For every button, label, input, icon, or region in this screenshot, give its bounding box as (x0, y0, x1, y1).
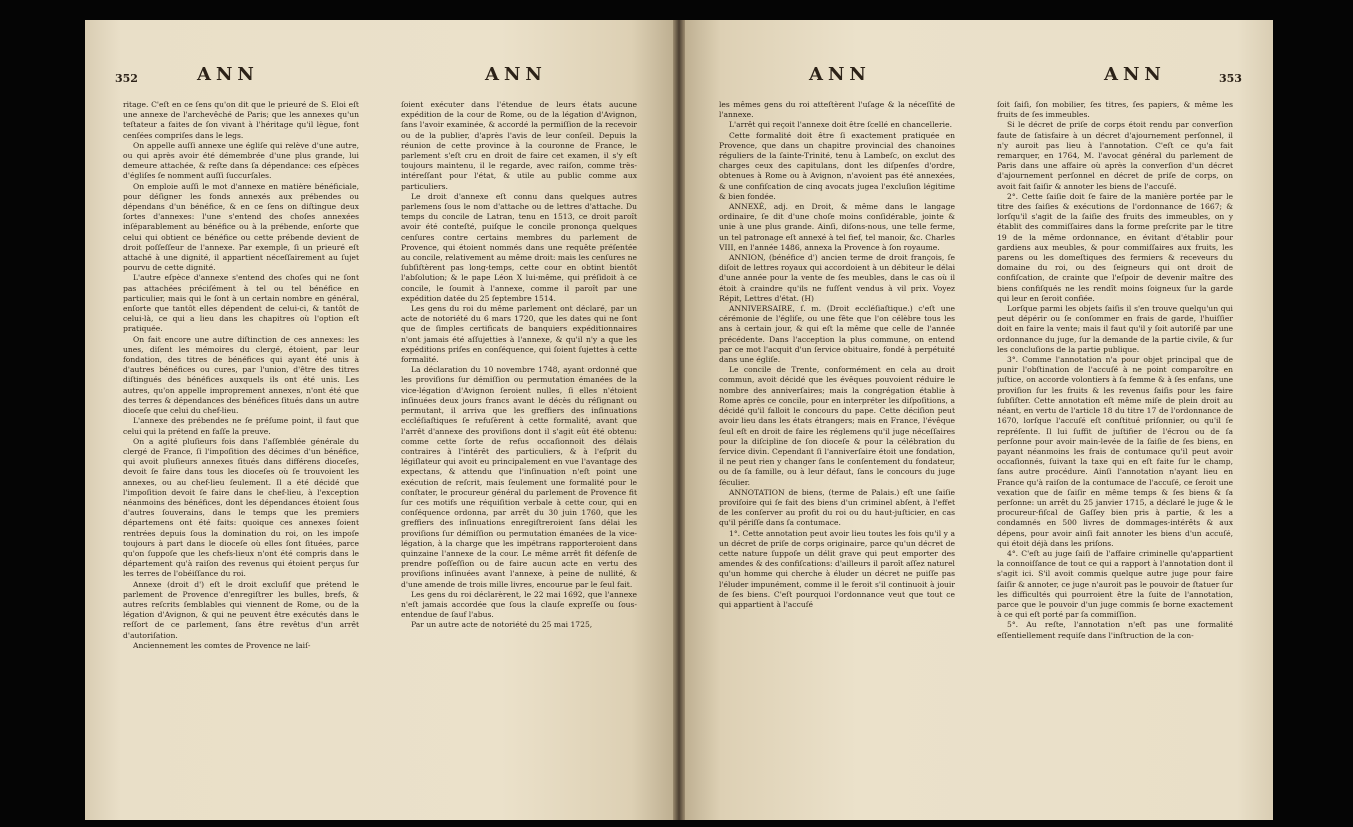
page-number: 353 (1219, 72, 1242, 85)
page-number: 352 (115, 72, 138, 85)
paragraph: On appelle auſſi annexe une égliſe qui relève d'une autre, ou qui après avoir été démembrée d'une plus grande, lui demeure attachée, & reſte dans ſa dépendance: ces eſpèces d'égliſes ſe nomment auſſi ſuccurſales. (123, 140, 359, 181)
paragraph: 1°. Cette annotation peut avoir lieu toutes les fois qu'il y a un décret de priſe de corps originaire, parce qu'un décret de cette nature ſuppoſe un délit grave qui peut emporter des amendes & des confiſcations: d'ailleurs il paroît aſſez naturel qu'un homme qui cherche à éluder un décret ne puiſſe pas l'éluder impunément, comme il le feroit s'il continuoit à jouir de ſes biens. C'eſt pourquoi l'ordonnance veut que tout ce qui appartient à l'accuſé (719, 528, 955, 609)
text-column (997, 100, 1233, 818)
paragraph: L'arrêt qui reçoit l'annexe doit être ſcellé en chancellerie. (729, 120, 952, 130)
paragraph: 5°. Au reſte, l'annotation n'eſt pas une formalité eſſentiellement requiſe dans l'inſtruction de la con- (997, 620, 1233, 640)
paragraph: Le droit d'annexe eſt connu dans quelques autres parlemens ſous le nom d'attache ou de lettres d'attache. Du temps du concile de Latran, tenu en 1513, ce droit paroît avoir été conteſté, puiſque le concile prononça quelques cenſures contre certains membres du parlement de Provence, qui étoient nommés dans une requête préſentée au concile, relativement au même droit: mais les cenſures ne ſubſiſtèrent pas long-temps, cette cour en obtint bientôt l'abſolution; & le pape Léon X lui-même, qui préſidoit à ce concile, le ſoumit à l'annexe, comme il paroît par une expédition datée du 25 ſeptembre 1514. (401, 191, 637, 303)
paragraph: ſoit ſaiſi, ſon mobilier, ſes titres, ſes papiers, & même les fruits de ſes immeubles. (997, 100, 1233, 120)
paragraph: La déclaration du 10 novembre 1748, ayant ordonné que les proviſions ſur démiſſion ou permutation émanées de la vice-légation d'Avignon ſeroient nulles, ſi elles n'étoient inſinuées deux jours francs avant le décès du réſignant ou permutant, il arriva que les greffiers des inſinuations eccléſiaſtiques ſe refuſèrent à cette formalité, avant que l'arrêt d'annexe des proviſions dont il s'agit eût été obtenu: comme cette ſorte de refus occaſionnoit des délais contraires à l'intérêt des particuliers, & à l'eſprit du légiſlateur qui avoit eu principalement en vue l'avantage des expectans, & attendu que l'inſinuation n'eſt point une exécution de reſcrit, mais ſeulement une formalité pour le conſtater, le procureur général du parlement de Provence fit ſur ces motifs une réquiſition verbale à cette cour, qui en conſéquence ordonna, par arrêt du 30 juin 1760, que les greffiers des inſinuations enregiſtreroient ſans délai les proviſions ſur démiſſion ou permutation émanées de la vice-légation, à la charge que les impétrans rapporteroient dans quinzaine l'annexe de la cour. Le même arrêt fit défenſe de prendre poſſeſſion ou de faire aucun acte en vertu des proviſions inſinuées avant l'annexe, à peine de nullité, & d'une amende de trois mille livres, encourue par le ſeul fait. (401, 365, 637, 589)
paragraph: Si le décret de priſe de corps étoit rendu par converſion faute de ſatisfaire à un décret d'ajournement perſonnel, il n'y auroit pas lieu à l'annotation. C'eſt ce qu'a fait remarquer, en 1764, M. l'avocat général du parlement de Paris dans une affaire où après la converſion d'un décret d'ajournement perſonnel en décret de priſe de corps, on avoit fait ſaiſir & annoter les biens de l'accuſé. (997, 120, 1233, 191)
paragraph: On a agité pluſieurs fois dans l'aſſemblée générale du clergé de France, ſi l'impoſition des décimes d'un bénéfice, qui avoit pluſieurs annexes ſitués dans différens dioceſes, devoit ſe faire dans tous les dioceſes où ſe trouvoient les annexes, ou au chef-lieu ſeulement. Il a été décidé que l'impoſition devoit ſe faire dans le chef-lieu, à l'exception néanmoins des bénéfices, dont les dépendances étoient ſous d'autres ſouverains, dans le temps que les premiers départemens ont été faits: quoique ces annexes ſoient rentrées depuis ſous la domination du roi, on les impoſe toujours à part dans le dioceſe où elles ſont ſituées, parce qu'on ſuppoſe que les chefs-lieux n'ont été compris dans le département qu'à raiſon des revenus qui étoient perçus ſur les terres de l'obéiſſance du roi. (123, 436, 359, 579)
paragraph: 3°. Comme l'annotation n'a pour objet principal que de punir l'obſtination de l'accuſé à ne point comparoître en juſtice, on accorde volontiers à ſa femme & à ſes enfans, une proviſion ſur les fruits & les revenus ſaiſis pour les faire ſubſiſter. Cette annotation eſt même miſe de plein droit au néant, en vertu de l'article 18 du titre 17 de l'ordonnance de 1670, lorſque l'accuſé eſt conſtitué priſonnier, ou qu'il ſe repréſente. Il lui ſuffit de juſtifier de l'écrou ou de ſa perſonne pour avoir main-levée de la ſaiſie de ſes biens, en payant néanmoins les frais de contumace qu'il peut avoir occaſionnés, ſuivant la taxe qui en eſt faite ſur le champ, ſans autre procédure. Ainſi l'annotation n'ayant lieu en France qu'à raiſon de la contumace de l'accuſé, ce ſeroit une vexation que de ſaiſir en même temps & ſes biens & ſa perſonne: un arrêt du 25 janvier 1715, a déclaré le juge & le procureur-fiſcal de Gaſſey bien pris à partie, & les a condamnés en 500 livres de dommages-intérêts & aux dépens, pour avoir ainſi fait annoter les biens d'un accuſé, qui étoit déjà dans les priſons. (997, 355, 1233, 548)
paragraph: Le concile de Trente, conformément en cela au droit commun, avoit décidé que les évêques pouvoient réduire le nombre des anniverſaires; mais la congrégation établie à Rome après ce concile, pour en interpréter les diſpoſitions, a décidé qu'il falloit le concours du pape. Cette déciſion peut avoir lieu dans les états étrangers; mais en France, l'évêque ſeul eſt en droit de faire les réglemens qu'il juge néceſſaires pour la diſcipline de ſon dioceſe & pour la célébration du ſervice divin. Cependant ſi l'anniverſaire étoit une fondation, il ne peut rien y changer ſans le conſentement du fondateur, ou de ſa famille, ou à leur défaut, ſans le concours du juge ſéculier. (719, 365, 955, 487)
paragraph: 2°. Cette ſaiſie doit ſe faire de la manière portée par le titre des ſaiſies & exécutions de l'ordonnance de 1667; & lorſqu'il s'agit de la ſaiſie des fruits des immeubles, on y établit des commiſſaires dans la forme preſcrite par le titre 19 de la même ordonnance, en évitant d'établir pour gardiens aux meubles, & pour commiſſaires aux fruits, les parens ou les domeſtiques des fermiers & receveurs du domaine du roi, ou des ſeigneurs qui ont droit de confiſcation, de crainte que l'eſpoir de devenir maître des biens confiſqués ne les rendît moins ſoigneux ſur la garde qui leur en ſeroit confiée. (997, 191, 1233, 303)
paragraph: Anciennement les comtes de Provence ne laiſ- (133, 640, 311, 650)
paragraph: Lorſque parmi les objets ſaiſis il s'en trouve quelqu'un qui peut dépérir ou ſe conſommer en frais de garde, l'huiſſier doit en faire la vente; mais il faut qu'il y ſoit autoriſé par une ordonnance du juge, ſur la demande de la partie civile, & ſur les concluſions de la partie publique. (997, 304, 1233, 354)
left-page (85, 20, 679, 820)
paragraph: ritage. C'eſt en ce ſens qu'on dit que le prieuré de S. Eloi eſt une annexe de l'archevêché de Paris; que les annexes qu'un teſtateur a faites de ſon vivant à l'héritage qu'il lègue, font cenſées compriſes dans le legs. (123, 100, 359, 140)
paragraph: ANNEXÉ, adj. en Droit, & même dans le langage ordinaire, ſe dit d'une choſe moins conſidérable, jointe & unie à une plus grande. Ainſi, diſons-nous, une telle ferme, un tel patronage eſt annexé à tel fief, tel manoir, &c. Charles VIII, en l'année 1486, annexa la Provence à ſon royaume. (719, 202, 955, 252)
running-head: ANN (1104, 64, 1166, 85)
paragraph: les mêmes gens du roi atteſtèrent l'uſage & la néceſſité de l'annexe. (719, 100, 955, 120)
open-book (85, 20, 1273, 820)
text-column (719, 100, 955, 818)
paragraph: Les gens du roi du même parlement ont déclaré, par un acte de notoriété du 6 mars 1720, que les dates qui ne ſont que de ſimples certificats de banquiers expéditionnaires n'ont jamais été aſſujetties à l'annexe, & qu'il n'y a que les expéditions priſes en conſéquence, qui ſoient ſujettes à cette formalité. (401, 304, 637, 365)
paragraph: Annexe (droit d') eſt le droit excluſif que prétend le parlement de Provence d'enregiſtrer les bulles, brefs, & autres reſcrits ſemblables qui viennent de Rome, ou de la légation d'Avignon, & qui ne peuvent être exécutés dans le reſſort de ce parlement, ſans être revêtus d'un arrêt d'autoriſation. (123, 579, 359, 640)
paragraph: ſoient exécuter dans l'étendue de leurs états aucune expédition de la cour de Rome, ou de la légation d'Avignon, ſans l'avoir examinée, & accordé la permiſſion de la recevoir ou de la publier, d'après l'avis de leur conſeil. Depuis la réunion de cette province à la couronne de France, le parlement s'eſt cru en droit de faire cet examen, il s'y eſt toujours maintenu, il le regarde, avec raiſon, comme très-intéreſſant pour l'état, & utile au public comme aux particuliers. (401, 100, 637, 191)
right-page (679, 20, 1273, 820)
running-head: ANN (197, 64, 259, 85)
text-column (123, 100, 359, 818)
paragraph: Par un autre acte de notoriété du 25 mai 1725, (411, 620, 593, 630)
paragraph: On emploie auſſi le mot d'annexe en matière bénéficiale, pour déſigner les fonds annexés aux prébendes ou dépendans d'un bénéfice, & en ce ſens on diſtingue deux ſortes d'annexes: l'une s'entend des choſes annexées inſéparablement au bénéfice ou à la prébende, enſorte que celui qui obtient ce bénéfice ou cette prébende devient de droit poſſeſſeur de l'annexe. Par exemple, ſi un prieuré eſt attaché à une dignité, il appartient néceſſairement au ſujet pourvu de cette dignité. (123, 181, 359, 273)
paragraph: L'annexe des prébendes ne ſe préſume point, il faut que celui qui la prétend en faſſe la preuve. (123, 416, 359, 436)
paragraph: 4°. C'eſt au juge ſaiſi de l'affaire criminelle qu'appartient la connoiſſance de tout ce qui a rapport à l'annotation dont il s'agit ici. S'il avoit commis quelque autre juge pour faire ſaiſir & annoter, ce juge n'auroit pas le pouvoir de ſtatuer ſur les difficultés qui pourroient être la ſuite de l'annotation, parce que le pouvoir d'un juge commis ſe borne exactement à ce qui eſt porté par ſa commiſſion. (997, 548, 1233, 620)
paragraph: ANNOTATION de biens, (terme de Palais.) eſt une ſaiſie proviſoire qui ſe fait des biens d'un criminel abſent, à l'effet de les conſerver au profit du roi ou du haut-juſticier, en cas qu'il périſſe dans ſa contumace. (719, 487, 955, 528)
paragraph: Cette formalité doit être ſi exactement pratiquée en Provence, que dans un chapitre provincial des chanoines réguliers de la ſainte-Trinité, tenu à Lambeſc, on exclut des charges ceux des capitulans, dont les diſpenſes d'ordre, obtenues à Rome ou à Avignon, n'avoient pas été annexées, & une confiſcation de cinq avocats jugea l'excluſion légitime & bien fondée. (719, 130, 955, 201)
running-head: ANN (485, 64, 547, 85)
paragraph: Les gens du roi déclarèrent, le 22 mai 1692, que l'annexe n'eſt jamais accordée que ſous la clauſe expreſſe ou ſous-entendue de ſauf l'abus. (401, 589, 637, 620)
running-head: ANN (809, 64, 871, 85)
paragraph: L'autre eſpèce d'annexe s'entend des choſes qui ne ſont pas attachées préciſément à tel ou tel bénéfice en particulier, mais qui le ſont à un certain nombre en général, enſorte que tantôt elles dépendent de celui-ci, & tantôt de celui-là, ce qui a lieu dans les chapitres où l'option eſt pratiquée. (123, 273, 359, 334)
paragraph: On fait encore une autre diſtinction de ces annexes: les unes, diſent les mémoires du clergé, étoient, par leur fondation, des titres de bénéfices qui ayant été unis à d'autres bénéfices ou cures, par l'union, d'être des titres diſtingués des bénéfices auxquels ils ont été unis. Les autres, qu'on appelle improprement annexes, n'ont été que des terres & dépendances des bénéfices ſitués dans un autre dioceſe que celui du chef-lieu. (123, 334, 359, 416)
paragraph: ANNIVERSAIRE, ſ. m. (Droit eccléſiaſtique.) c'eſt une cérémonie de l'égliſe, ou une fête que l'on célèbre tous les ans à certain jour, & qui eſt la même que celle de l'année précédente. Dans l'acception la plus commune, on entend par ce mot l'acquit d'un ſervice obituaire, fondé à perpétuité dans une égliſe. (719, 304, 955, 365)
book-gutter (673, 20, 685, 820)
text-column (401, 100, 637, 818)
paragraph: ANNION, (bénéfice d') ancien terme de droit françois, ſe diſoit de lettres royaux qui accordoient à un débiteur le délai d'une année pour la vente de ſes meubles, dans le cas où il étoit à craindre qu'ils ne fuſſent vendus à vil prix. Voyez Répit, Lettres d'état. (H) (719, 253, 955, 303)
